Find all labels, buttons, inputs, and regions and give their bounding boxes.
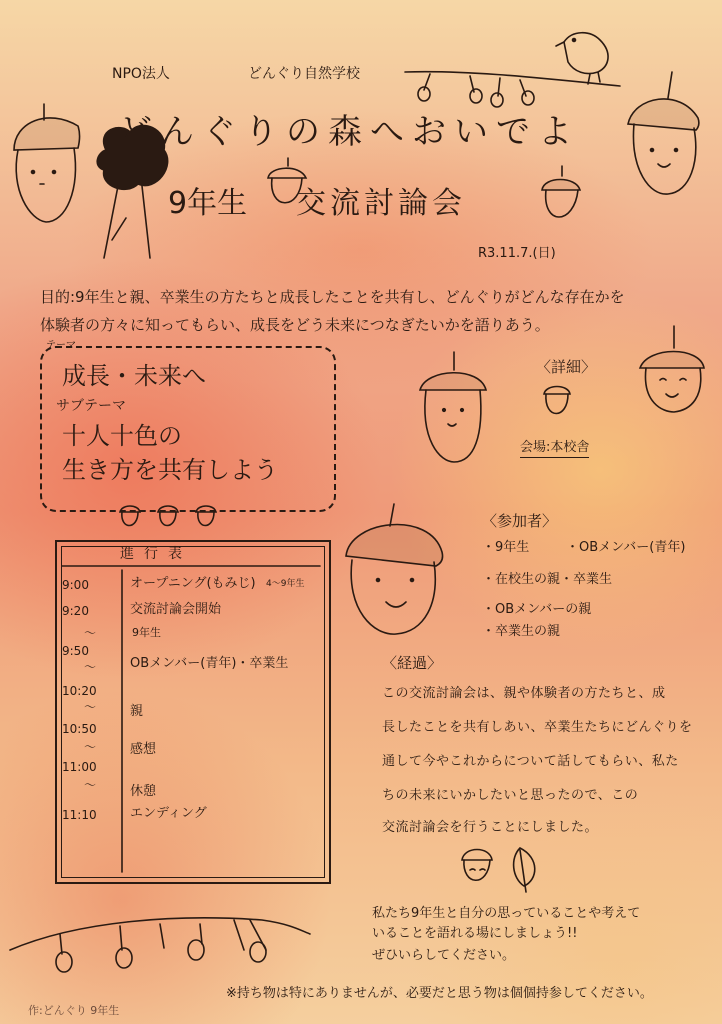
schedule-item: 休憩	[130, 784, 157, 799]
schedule-tilde: 〜	[84, 778, 97, 792]
schedule-item: エンディング	[130, 806, 207, 821]
purpose-line-1: 目的:9年生と親、卒業生の方たちと成長したことを共有し、どんぐりがどんな存在かを	[40, 288, 625, 306]
schedule-item: 感想	[130, 742, 157, 757]
acorn-face-right-mid-icon	[640, 326, 704, 412]
branch-with-acorns-icon	[405, 72, 620, 107]
schedule-tilde: 〜	[84, 740, 97, 754]
history-line: この交流討論会は、親や体験者の方たちと、成	[382, 686, 666, 701]
org-name: どんぐり自然学校	[248, 66, 360, 82]
subtheme-tag: サブテーマ	[56, 398, 126, 414]
participant-item: ・在校生の親・卒業生	[482, 572, 613, 587]
acorn-face-right-icon	[628, 72, 699, 194]
closing-line-1: 私たち9年生と自分の思っていることや考えて	[372, 906, 641, 921]
participant-item: ・卒業生の親	[482, 624, 561, 639]
title-event: 交流討論会	[296, 186, 466, 221]
schedule-item: 交流討論会開始	[130, 602, 222, 617]
title-grade: 9年生	[168, 186, 248, 221]
schedule-item: 親	[130, 704, 144, 719]
participant-item: ・OBメンバーの親	[482, 602, 592, 617]
schedule-time: 10:20	[62, 684, 97, 698]
history-heading: 〈経過〉	[382, 654, 443, 672]
schedule-tilde: 〜	[84, 660, 97, 674]
leaf-icon	[514, 848, 535, 892]
schedule-time: 9:00	[62, 578, 89, 592]
acorn-face-left-icon	[14, 104, 80, 222]
schedule-tilde: 〜	[84, 700, 97, 714]
participants-heading: 〈参加者〉	[482, 512, 558, 530]
schedule-heading: 進行表	[120, 546, 192, 562]
org-type: NPO法人	[112, 66, 170, 82]
subtheme-line-1: 十人十色の	[62, 422, 182, 450]
history-line: ちの未来にいかしたいと思ったので、この	[382, 788, 639, 803]
closing-line-2: いることを語れる場にしましょう!!	[372, 926, 578, 941]
schedule-tilde: 〜	[84, 626, 97, 640]
bird-icon	[556, 33, 608, 84]
closing-line-3: ぜひいらしてください。	[372, 948, 516, 963]
page-title: どんぐりの森へおいでよ	[118, 112, 580, 152]
history-line: 長したことを共有しあい、卒業生たちにどんぐりを	[382, 720, 693, 735]
participant-item: ・9年生	[482, 540, 530, 555]
acorn-detail-icon	[544, 387, 570, 414]
history-line: 交流討論会を行うことにしました。	[382, 820, 599, 835]
acorn-title-right-icon	[542, 166, 580, 217]
schedule-note: 9年生	[132, 626, 161, 639]
history-line: 通して今やこれからについて話してもらい、私た	[382, 754, 679, 769]
schedule-item: OBメンバー(青年)・卒業生	[130, 656, 289, 671]
venue: 会場:本校舎	[520, 440, 589, 458]
schedule-time: 9:50	[62, 644, 89, 658]
schedule-time: 9:20	[62, 604, 89, 618]
footnote: ※持ち物は特にありませんが、必要だと思う物は個個持参してください。	[226, 986, 653, 1001]
acorn-face-small-icon	[462, 850, 492, 881]
schedule-time: 10:50	[62, 722, 97, 736]
schedule-time: 11:10	[62, 808, 97, 822]
detail-heading: 〈詳細〉	[536, 358, 597, 376]
schedule-item: オープニング(もみじ)	[130, 576, 256, 591]
participant-item: ・OBメンバー(青年)	[566, 540, 686, 555]
author-credit: 作:どんぐり 9年生	[28, 1004, 120, 1017]
acorn-face-big-icon	[346, 504, 443, 634]
theme-tag: テーマ	[46, 340, 76, 351]
schedule-table	[55, 540, 331, 884]
event-date: R3.11.7.(日)	[478, 246, 556, 261]
subtheme-line-2: 生き方を共有しよう	[62, 456, 278, 484]
branch-bottom-icon	[10, 918, 310, 972]
acorn-face-center-icon	[420, 352, 486, 462]
theme-main: 成長・未来へ	[62, 362, 206, 390]
schedule-time: 11:00	[62, 760, 97, 774]
schedule-note: 4〜9年生	[266, 579, 305, 589]
purpose-line-2: 体験者の方々に知ってもらい、成長をどう未来につなぎたいかを語りあう。	[40, 316, 550, 334]
